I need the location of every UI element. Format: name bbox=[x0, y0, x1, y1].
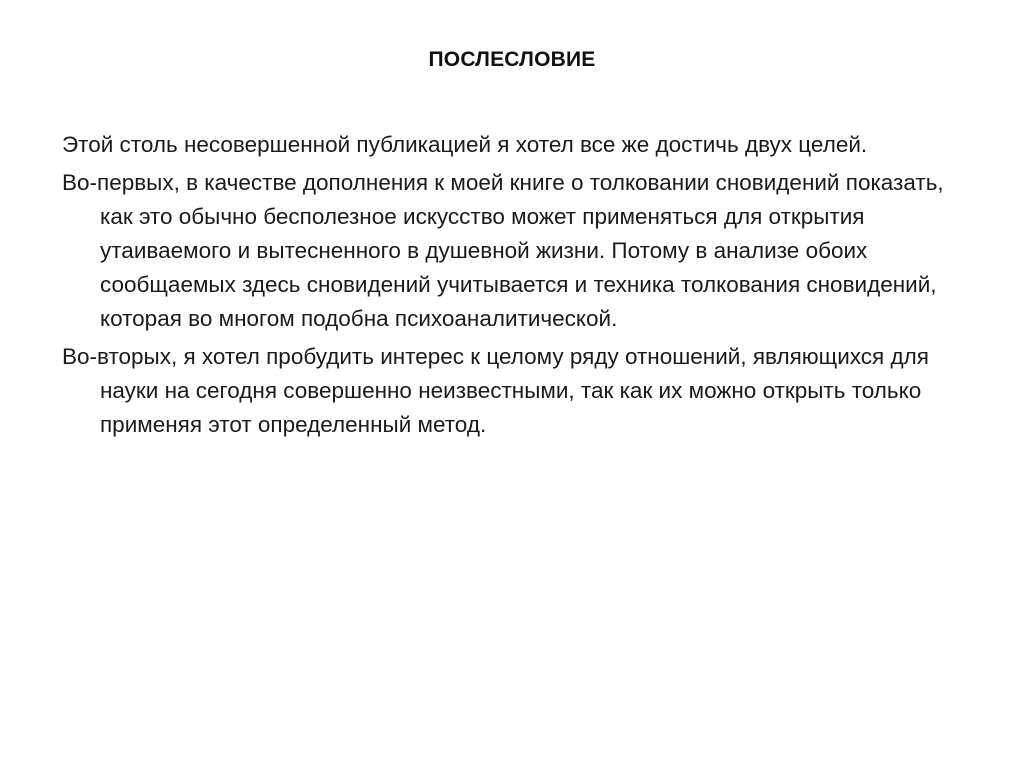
slide-body bbox=[62, 128, 962, 446]
paragraph-goals-intro: Этой столь несовершенной публикацией я хотел все же достичь двух целей. bbox=[62, 132, 868, 157]
paragraph-first-goal: Во-первых, в качестве дополнения к моей книге о толковании сновидений показать, как это обычно бесполезное искусство может применяться для открытия утаиваемого и вытесненного в душевной жизни. Потому в анализе обоих сообщаемых здесь сновидений учитывается и техника толкования сновидений, которая во многом подобна психоаналитической. bbox=[62, 170, 944, 331]
slide-title: ПОСЛЕСЛОВИЕ bbox=[428, 48, 596, 71]
paragraph-second-goal: Во-вторых, я хотел пробудить интерес к целому ряду отношений, являющихся для науки на сегодня совершенно неизвестными, так как их можно открыть только применяя этот определенный метод. bbox=[62, 344, 929, 437]
